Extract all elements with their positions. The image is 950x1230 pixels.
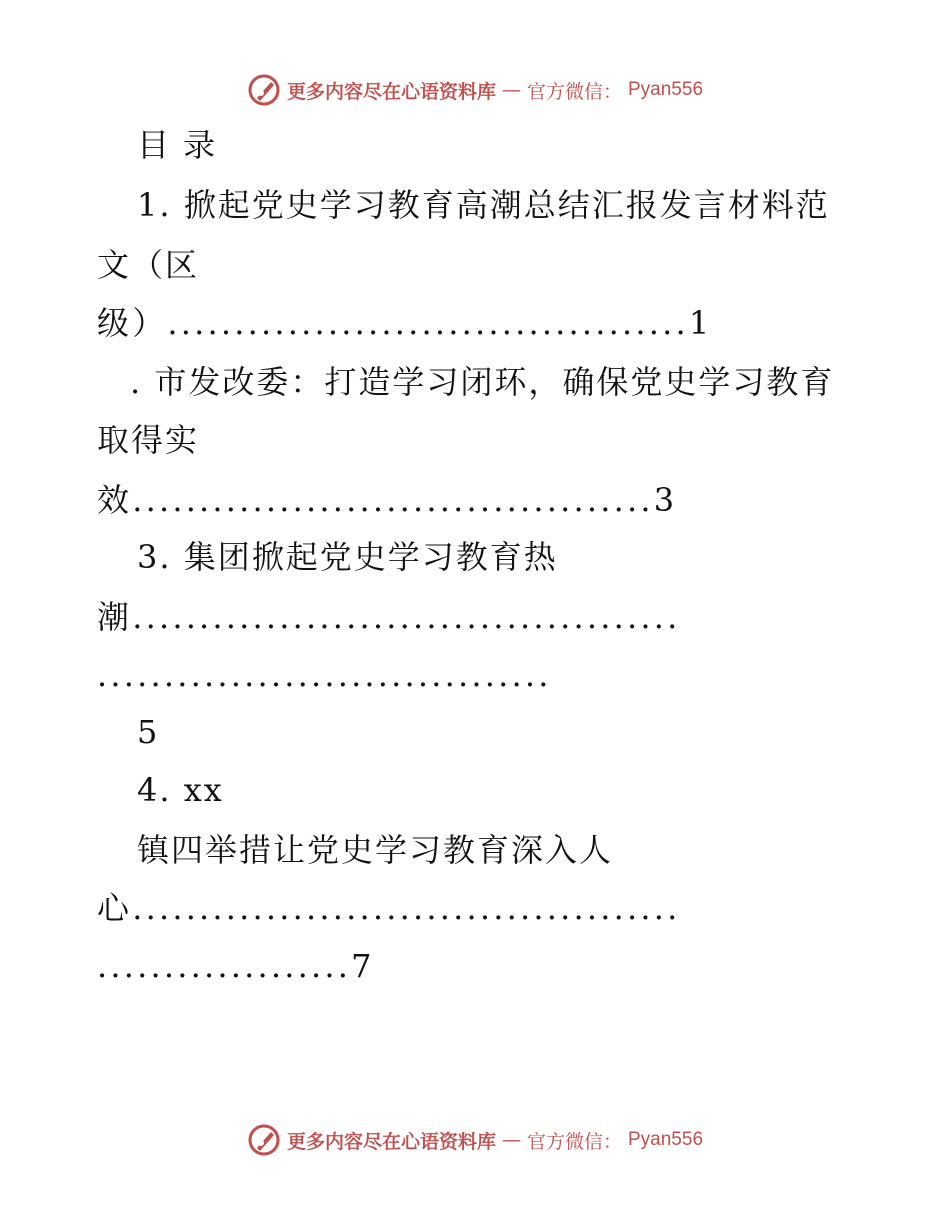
pen-logo-icon	[247, 73, 281, 107]
watermark-title: 更多内容尽在心语资料库	[286, 1130, 496, 1153]
toc-entry-3-leader-2: ..................................	[97, 656, 552, 694]
toc-entry-1-line-2: 文（区	[97, 246, 200, 284]
toc-entry-3-line-1: 3. 集团掀起党史学习教育热	[137, 538, 558, 576]
toc-entry-2-line-1: . 市发改委：打造学习闭环，确保党史学习教育	[130, 363, 835, 401]
toc-title: 目 录	[137, 126, 218, 164]
watermark-separator: —	[501, 1129, 521, 1151]
pen-logo-icon	[247, 1123, 281, 1157]
toc-entry-1-line-1: 1. 掀起党史学习教育高潮总结汇报发言材料范	[137, 186, 830, 224]
toc-entry-2-leader: 效.......................................3	[97, 481, 678, 519]
watermark-wechat-id: Pyan556	[628, 1129, 704, 1150]
toc-entry-2-line-2: 取得实	[97, 421, 200, 459]
toc-entry-4-leader-2: ...................7	[97, 947, 375, 985]
toc-entry-4-number: 4. xx	[137, 771, 224, 809]
toc-entry-3-leader-1: 潮.........................................	[97, 598, 681, 636]
watermark-wechat-id: Pyan556	[628, 79, 704, 100]
toc-entry-4-leader-1: 心.........................................	[97, 889, 681, 927]
watermark-separator: —	[501, 79, 521, 101]
watermark-wechat-label: 官方微信：	[526, 80, 622, 103]
toc-entry-4-line-1: 镇四举措让党史学习教育深入人	[137, 831, 614, 869]
toc-entry-3-page: 5	[137, 713, 160, 751]
toc-entry-1-leader: 级）.......................................1	[97, 304, 713, 342]
watermark-header	[0, 70, 950, 110]
watermark-title: 更多内容尽在心语资料库	[286, 80, 496, 103]
watermark-footer	[0, 1120, 950, 1160]
watermark-wechat-label: 官方微信：	[526, 1130, 622, 1153]
